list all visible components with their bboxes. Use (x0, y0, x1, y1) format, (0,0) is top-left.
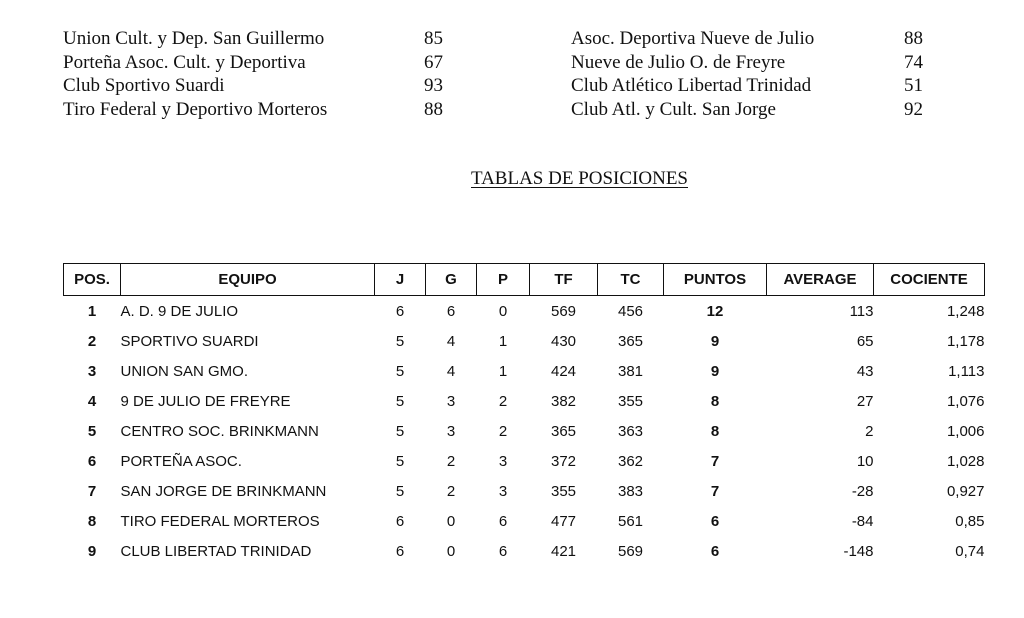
result-row (63, 98, 463, 122)
cell-puntos: 9 (710, 362, 720, 380)
result-row (571, 27, 941, 51)
cell-p: 1 (498, 332, 508, 350)
cell-cociente: 1,113 (948, 362, 985, 380)
cell-g: 4 (446, 362, 456, 380)
result-team: Nueve de Julio O. de Freyre (571, 51, 786, 73)
cell-equipo: A. D. 9 DE JULIO (120, 302, 239, 320)
cell-g: 0 (446, 542, 456, 560)
result-team: Tiro Federal y Deportivo Morteros (63, 98, 328, 120)
result-score: 51 (904, 75, 923, 96)
cell-tc: 365 (617, 332, 644, 350)
cell-pos: 1 (87, 302, 97, 320)
col-header-j: J (375, 264, 426, 296)
cell-average: 113 (849, 302, 874, 320)
table-row (64, 416, 985, 446)
table-header-row (64, 264, 985, 296)
cell-tf: 372 (550, 452, 577, 470)
result-team: Union Cult. y Dep. San Guillermo (63, 28, 325, 49)
result-row (571, 74, 941, 98)
cell-pos: 3 (87, 362, 97, 380)
cell-tc: 456 (617, 302, 644, 320)
cell-puntos: 12 (706, 302, 724, 320)
col-header-tf: TF (530, 264, 598, 296)
cell-g: 0 (446, 512, 456, 530)
cell-tc: 383 (617, 482, 644, 500)
result-score: 88 (424, 98, 443, 120)
cell-cociente: 0,85 (955, 512, 985, 530)
cell-puntos: 9 (710, 332, 720, 350)
col-header-g: G (426, 264, 477, 296)
cell-pos: 8 (87, 512, 97, 530)
cell-puntos: 6 (710, 542, 720, 560)
result-row (571, 98, 941, 122)
table-row (64, 356, 985, 386)
cell-equipo: SAN JORGE DE BRINKMANN (120, 482, 327, 500)
results-right-column (571, 27, 941, 121)
cell-j: 5 (395, 392, 405, 410)
cell-pos: 6 (87, 452, 97, 470)
cell-j: 5 (395, 482, 405, 500)
cell-p: 6 (498, 542, 508, 560)
table-row (64, 446, 985, 476)
cell-cociente: 1,028 (946, 452, 985, 470)
cell-tf: 365 (550, 422, 577, 440)
result-score: 67 (424, 51, 443, 73)
cell-pos: 4 (87, 392, 97, 410)
standings-heading (0, 168, 1024, 190)
table-row (64, 326, 985, 356)
cell-average: 65 (856, 332, 874, 350)
col-header-tc: TC (598, 264, 664, 296)
cell-tc: 363 (617, 422, 644, 440)
table-row (64, 476, 985, 506)
cell-tf: 430 (550, 332, 577, 350)
cell-puntos: 7 (710, 452, 720, 470)
col-header-average: AVERAGE (767, 264, 874, 296)
cell-j: 5 (395, 422, 405, 440)
cell-average: -84 (851, 512, 874, 530)
cell-tf: 382 (550, 392, 577, 410)
cell-p: 3 (498, 452, 508, 470)
cell-pos: 9 (87, 542, 97, 560)
cell-equipo: UNION SAN GMO. (120, 362, 249, 380)
cell-p: 0 (498, 302, 508, 320)
cell-p: 1 (498, 362, 508, 380)
cell-cociente: 1,006 (946, 422, 985, 440)
cell-tf: 569 (550, 302, 577, 320)
result-team: Club Sportivo Suardi (63, 75, 225, 96)
result-score: 74 (904, 51, 923, 73)
cell-g: 4 (446, 332, 456, 350)
cell-j: 6 (395, 542, 405, 560)
col-header-cociente: COCIENTE (874, 264, 985, 296)
cell-equipo: PORTEÑA ASOC. (120, 452, 242, 470)
cell-tf: 477 (550, 512, 577, 530)
result-row (571, 51, 941, 75)
cell-g: 6 (446, 302, 456, 320)
result-row (63, 51, 463, 75)
standings-heading-text: TABLAS DE POSICIONES (471, 168, 688, 189)
cell-g: 3 (446, 392, 456, 410)
cell-tf: 424 (550, 362, 577, 380)
cell-equipo: TIRO FEDERAL MORTEROS (120, 512, 320, 530)
col-header-puntos: PUNTOS (664, 264, 767, 296)
cell-g: 2 (446, 452, 456, 470)
cell-puntos: 7 (710, 482, 720, 500)
result-row (63, 27, 463, 51)
cell-equipo: CENTRO SOC. BRINKMANN (120, 422, 319, 440)
table-row (64, 506, 985, 536)
standings-table (63, 263, 985, 566)
result-team: Asoc. Deportiva Nueve de Julio (571, 28, 815, 49)
cell-p: 2 (498, 392, 508, 410)
cell-j: 6 (395, 512, 405, 530)
results-left-column (63, 27, 463, 121)
cell-p: 3 (498, 482, 508, 500)
table-row (64, 386, 985, 416)
cell-average: 10 (856, 452, 874, 470)
cell-tc: 381 (617, 362, 644, 380)
cell-pos: 7 (87, 482, 97, 500)
cell-average: 2 (865, 422, 874, 440)
cell-tc: 569 (617, 542, 644, 560)
cell-p: 2 (498, 422, 508, 440)
result-team: Club Atlético Libertad Trinidad (571, 75, 812, 96)
cell-g: 2 (446, 482, 456, 500)
cell-tc: 561 (617, 512, 644, 530)
cell-average: 43 (856, 362, 874, 380)
cell-cociente: 1,248 (946, 302, 985, 320)
cell-puntos: 8 (710, 422, 720, 440)
cell-pos: 2 (87, 332, 97, 350)
cell-equipo: CLUB LIBERTAD TRINIDAD (120, 542, 312, 560)
result-score: 88 (904, 28, 923, 49)
cell-j: 5 (395, 332, 405, 350)
result-score: 85 (424, 28, 443, 49)
cell-pos: 5 (87, 422, 97, 440)
cell-puntos: 6 (710, 512, 720, 530)
cell-average: -148 (843, 542, 874, 560)
cell-j: 5 (395, 362, 405, 380)
cell-tf: 355 (550, 482, 577, 500)
cell-cociente: 1,076 (946, 392, 985, 410)
cell-p: 6 (498, 512, 508, 530)
cell-j: 5 (395, 452, 405, 470)
result-score: 92 (904, 98, 923, 120)
cell-tc: 355 (617, 392, 644, 410)
cell-average: -28 (851, 482, 874, 500)
col-header-pos: POS. (64, 264, 121, 296)
cell-tc: 362 (617, 452, 644, 470)
col-header-p: P (477, 264, 530, 296)
cell-puntos: 8 (710, 392, 720, 410)
result-team: Porteña Asoc. Cult. y Deportiva (63, 51, 306, 73)
result-row (63, 74, 463, 98)
result-score: 93 (424, 75, 443, 96)
cell-equipo: SPORTIVO SUARDI (120, 332, 259, 350)
cell-average: 27 (856, 392, 874, 410)
table-row (64, 536, 985, 566)
cell-j: 6 (395, 302, 405, 320)
cell-cociente: 1,178 (946, 332, 985, 350)
cell-equipo: 9 DE JULIO DE FREYRE (120, 392, 291, 410)
result-team: Club Atl. y Cult. San Jorge (571, 98, 776, 120)
cell-tf: 421 (550, 542, 577, 560)
table-row (64, 296, 985, 327)
cell-cociente: 0,927 (946, 482, 985, 500)
cell-g: 3 (446, 422, 456, 440)
cell-cociente: 0,74 (955, 542, 985, 560)
col-header-equipo: EQUIPO (121, 264, 375, 296)
